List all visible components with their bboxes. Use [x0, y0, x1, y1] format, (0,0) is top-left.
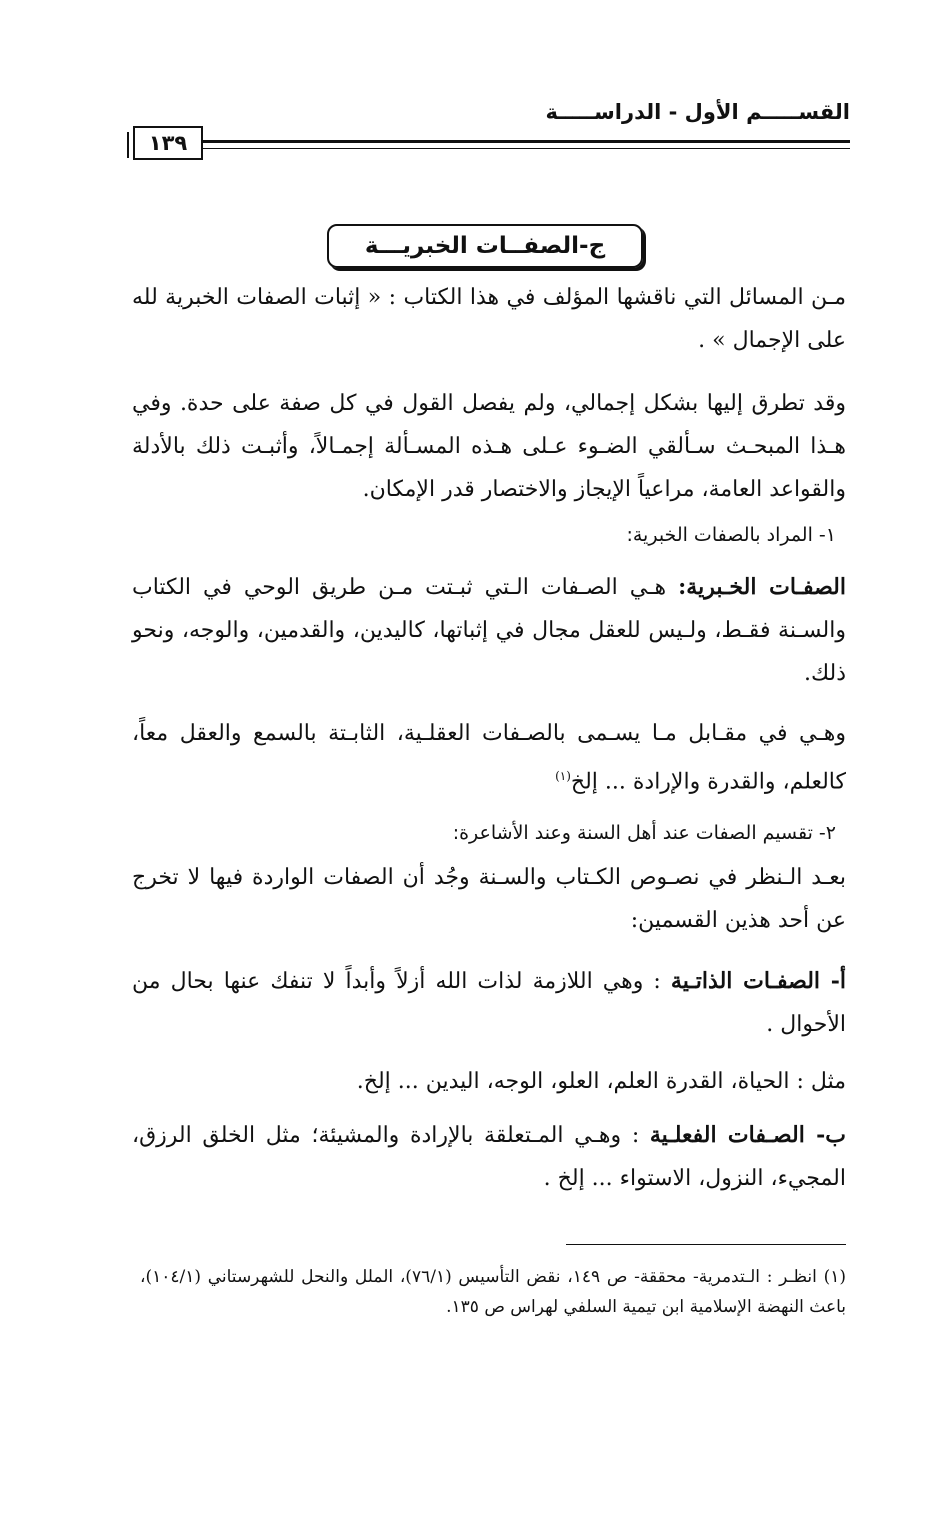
- subheading-2: ٢- تقسيم الصفات عند أهل السنة وعند الأشاعرة:: [452, 822, 836, 844]
- item-b-term: ب- الصـفات الفعلـية: [649, 1122, 846, 1148]
- item-a-term: أ- الصفـات الذاتـية: [670, 968, 846, 994]
- item-a-text: : وهي اللازمة لذات الله أزلاً وأبداً لا تنفك عنها بحال من الأحوال .: [132, 969, 846, 1037]
- paragraph-1: وقد تطرق إليها بشكل إجمالي، ولم يفصل القول في كل صفة على حدة. وفي هـذا المبحـث سـألقي الضـوء عـلى هـذه المسـألة إجمـالاً، وأثبـت ذلك بالأدلة والقواعد العامة، مراعياً الإيجاز والاختصار قدر الإمكان.: [132, 391, 846, 502]
- header-rule: [202, 140, 850, 143]
- paragraph-2-text: وهـي في مقـابل مـا يسـمى بالصـفات العقلـية، الثابـتة بالسمع والعقل معاً، كالعلم، والقدرة والإرادة ... إلخ: [132, 721, 846, 795]
- intro-paragraph: مـن المسائل التي ناقشها المؤلف في هذا الكتاب : « إثبات الصفات الخبرية لله على الإجمال » .: [132, 285, 846, 353]
- subheading-1: ١- المراد بالصفات الخبرية:: [626, 524, 836, 546]
- footnote-separator: [566, 1244, 846, 1245]
- paragraph-3: بعـد الـنظر في نصـوص الكـتاب والسـنة وجُد أن الصفات الواردة فيها لا تخرج عن أحد هذين القسمين:: [132, 865, 846, 933]
- paragraph-2: [132, 712, 846, 803]
- running-header: القســـــم الأول - الدراســـــة: [545, 100, 850, 124]
- section-title: ج-الصفــات الخبريـــة: [327, 224, 643, 268]
- definition-paragraph: [132, 566, 846, 695]
- footnote-ref: (١): [555, 769, 571, 783]
- page-number: ١٣٩: [133, 126, 203, 160]
- item-b-text: : وهـي المـتعلقة بالإرادة والمشيئة؛ مثل الخلق الرزق، المجيء، النزول، الاستواء ... إلخ .: [132, 1123, 846, 1191]
- item-a: [132, 960, 846, 1046]
- item-b: [132, 1114, 846, 1200]
- header-rule-thin: [202, 148, 850, 149]
- footnote: (١) انظـر : الـتدمرية- محققة- ص ١٤٩، نقض التأسيس (٧٦/١)، الملل والنحل للشهرستاني (١٠٤/١)، باعث النهضة الإسلامية ابن تيمية السلفي لهراس ص ١٣٥.: [140, 1267, 847, 1317]
- definition-text: هـي الصـفات الـتي ثبـتت مـن طريق الوحي في الكتاب والسـنة فقـط، ولـيس للعقل مجال في إثباتها، كاليدين، والقدمين، والوجه، ونحو ذلك.: [132, 575, 846, 686]
- example-a: مثل : الحياة، القدرة العلم، العلو، الوجه، اليدين ... إلخ.: [356, 1069, 846, 1094]
- definition-term: الصفـات الخـبرية:: [678, 574, 846, 600]
